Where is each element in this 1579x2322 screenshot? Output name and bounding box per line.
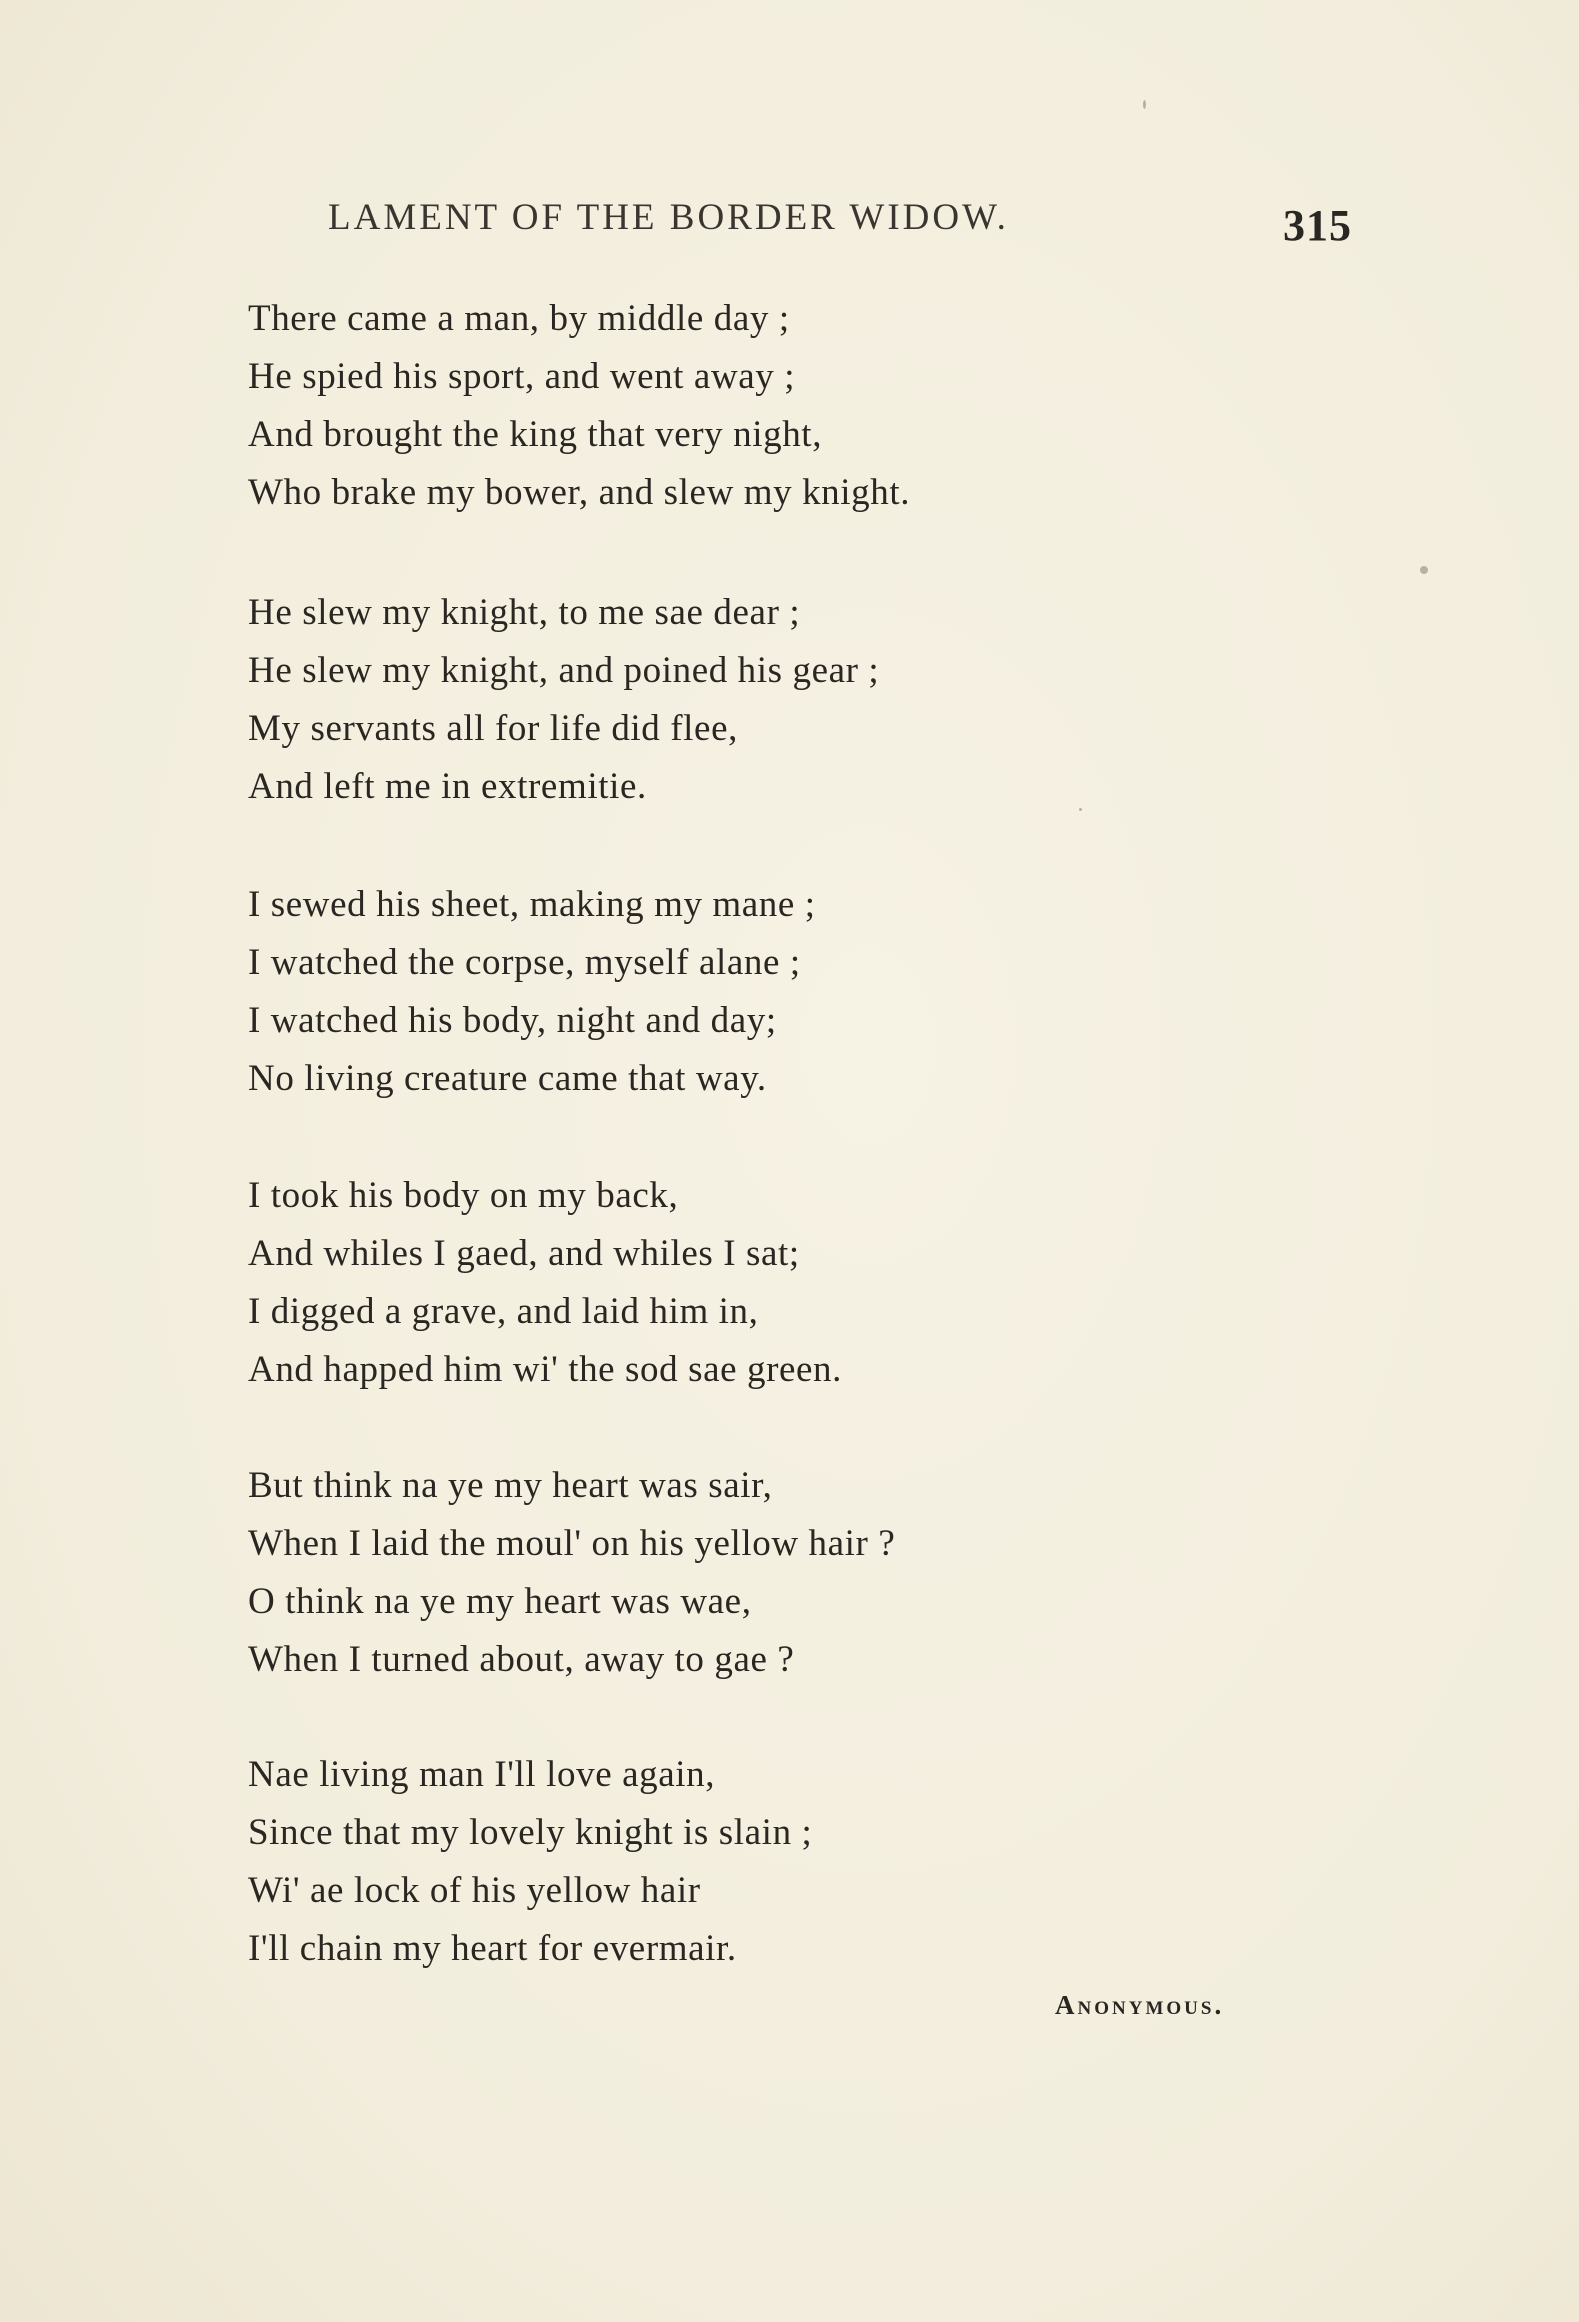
stanza	[248, 584, 1398, 816]
stanza	[248, 1457, 1398, 1689]
running-head: LAMENT OF THE BORDER WIDOW.	[328, 197, 1009, 238]
stanza	[248, 876, 1398, 1108]
poem-line: Who brake my bower, and slew my knight.	[248, 472, 911, 513]
paper-speck	[1143, 100, 1146, 109]
stanza	[248, 1167, 1398, 1399]
poem-line: And left me in extremitie.	[248, 766, 647, 807]
poem-line: I watched his body, night and day;	[248, 1000, 777, 1041]
stanza	[248, 1746, 1398, 1978]
poem-line: And happed him wi' the sod sae green.	[248, 1349, 843, 1390]
poem-line: When I turned about, away to gae ?	[248, 1639, 795, 1680]
poem-line: There came a man, by middle day ;	[248, 298, 790, 339]
poem-line: I digged a grave, and laid him in,	[248, 1291, 759, 1332]
poem-line: Wi' ae lock of his yellow hair	[248, 1870, 701, 1911]
poem-line: He slew my knight, and poined his gear ;	[248, 650, 880, 691]
paper-speck	[1420, 566, 1428, 574]
poem-line: I'll chain my heart for evermair.	[248, 1928, 737, 1969]
poem-line: He spied his sport, and went away ;	[248, 356, 796, 397]
poem-line: When I laid the moul' on his yellow hair ?	[248, 1523, 896, 1564]
poem-line: Nae living man I'll love again,	[248, 1754, 716, 1795]
poem-line: But think na ye my heart was sair,	[248, 1465, 773, 1506]
poem-line: And brought the king that very night,	[248, 414, 823, 455]
stanza	[248, 290, 1398, 522]
poem-line: And whiles I gaed, and whiles I sat;	[248, 1233, 800, 1274]
poem-line: I sewed his sheet, making my mane ;	[248, 884, 816, 925]
poem-line: O think na ye my heart was wae,	[248, 1581, 752, 1622]
poem-line: I took his body on my back,	[248, 1175, 679, 1216]
poem-line: Since that my lovely knight is slain ;	[248, 1812, 813, 1853]
poem-attribution: Anonymous.	[1055, 1990, 1225, 2020]
poem-line: He slew my knight, to me sae dear ;	[248, 592, 801, 633]
poem-line: My servants all for life did flee,	[248, 708, 738, 749]
page-number: 315	[1283, 201, 1352, 250]
poem-line: No living creature came that way.	[248, 1058, 767, 1099]
poem-line: I watched the corpse, myself alane ;	[248, 942, 801, 983]
